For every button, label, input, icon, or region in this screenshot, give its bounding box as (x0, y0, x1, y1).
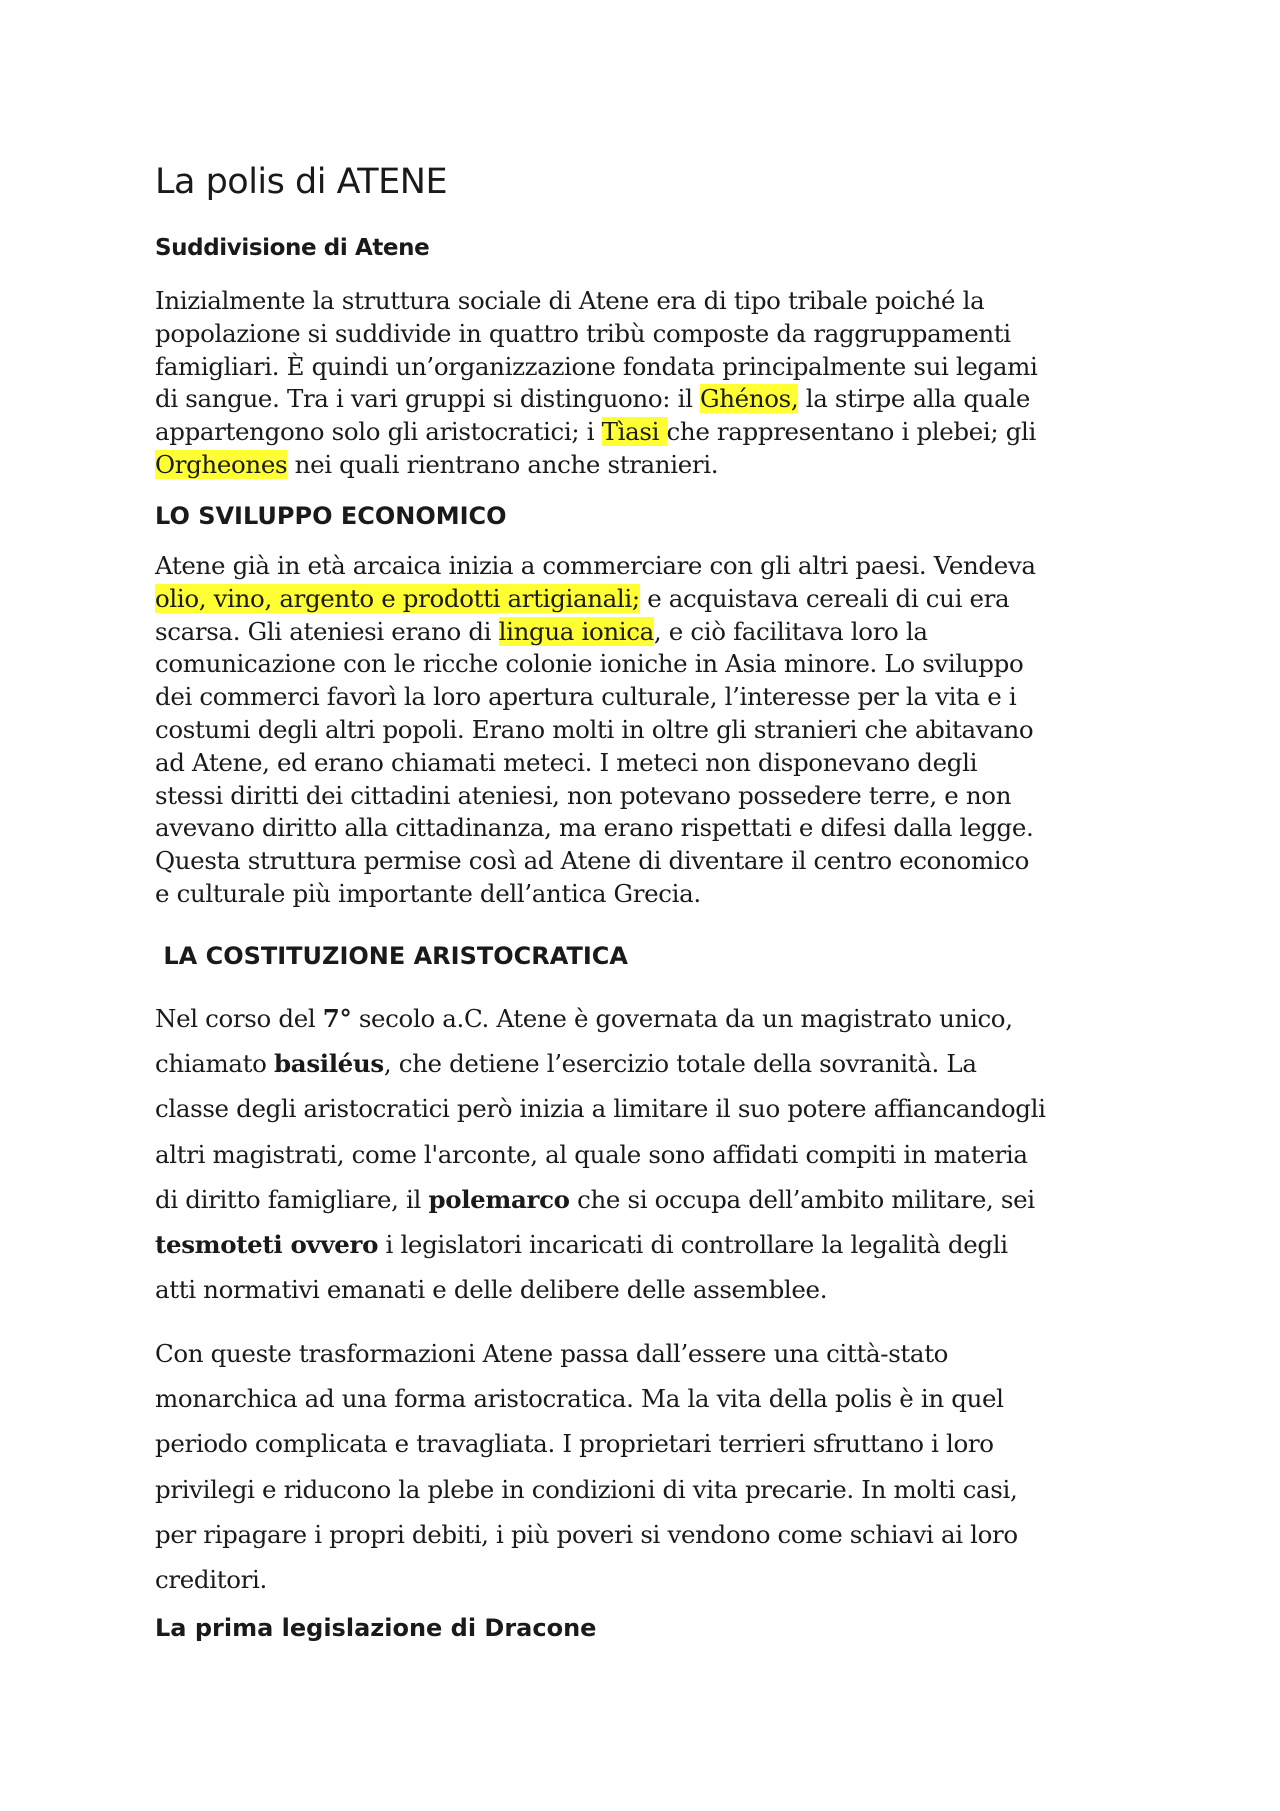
text-line: privilegi e riducono la plebe in condizioni di vita precarie. In molti casi, (155, 1474, 1018, 1504)
text-line: di diritto famigliare, il polemarco che si occupa dell’ambito militare, sei (155, 1184, 1035, 1214)
page-title: La polis di ATENE (155, 162, 448, 202)
text-line: stessi diritti dei cittadini ateniesi, non potevano possedere terre, e non (155, 780, 1012, 810)
text-line: creditori. (155, 1565, 267, 1595)
text-line: avevano diritto alla cittadinanza, ma erano rispettati e difesi dalla legge. (155, 813, 1034, 843)
text-line: tesmoteti ovvero i legislatori incaricati di controllare la legalità degli (155, 1230, 1008, 1260)
text-line: periodo complicata e travagliata. I proprietari terrieri sfruttano i loro (155, 1429, 994, 1459)
text-line: classe degli aristocratici però inizia a limitare il suo potere affiancandogli (155, 1094, 1046, 1124)
text-line: scarsa. Gli ateniesi erano di lingua ionica, e ciò facilitava loro la (155, 616, 928, 646)
text-line: ad Atene, ed erano chiamati meteci. I meteci non disponevano degli (155, 747, 978, 777)
text-line: di sangue. Tra i vari gruppi si distinguono: il Ghénos, la stirpe alla quale (155, 384, 1030, 414)
bold-term-polemarco: polemarco (428, 1184, 570, 1214)
text-line: olio, vino, argento e prodotti artigianali; e acquistava cereali di cui era (155, 583, 1010, 613)
text-line: comunicazione con le ricche colonie ioniche in Asia minore. Lo sviluppo (155, 649, 1024, 679)
text-line: Inizialmente la struttura sociale di Atene era di tipo tribale poiché la (155, 286, 985, 315)
highlighted-term-orgheones: Orgheones (155, 449, 288, 479)
text-line: Con queste trasformazioni Atene passa dall’essere una città-stato (155, 1339, 949, 1368)
text-line: monarchica ad una forma aristocratica. Ma la vita della polis è in quel (155, 1384, 1004, 1414)
section-heading-costituzione: LA COSTITUZIONE ARISTOCRATICA (155, 942, 628, 970)
text-line: chiamato basiléus, che detiene l’esercizio totale della sovranità. La (155, 1049, 977, 1079)
text-line: per ripagare i propri debiti, i più poveri si vendono come schiavi ai loro (155, 1519, 1018, 1549)
section-heading-suddivisione: Suddivisione di Atene (155, 235, 430, 261)
text-line: costumi degli altri popoli. Erano molti in oltre gli stranieri che abitavano (155, 714, 1034, 744)
text-line: appartengono solo gli aristocratici; i Tìasi che rappresentano i plebei; gli (155, 417, 1037, 447)
paragraph-sviluppo (155, 550, 1140, 911)
highlighted-term-tiasi: Tìasi (601, 417, 667, 447)
text-line: Orgheones nei quali rientrano anche stranieri. (155, 449, 719, 479)
section-heading-sviluppo: LO SVILUPPO ECONOMICO (155, 502, 507, 530)
text-line: Nel corso del 7° secolo a.C. Atene è governata da un magistrato unico, (155, 1004, 1013, 1033)
highlighted-term-ghenos: Ghénos, (700, 384, 799, 414)
bold-term-basileus: basiléus (274, 1049, 384, 1079)
bold-term-7: 7° (322, 1004, 352, 1033)
text-line: famigliari. È quindi un’organizzazione fondata principalmente sui legami (155, 351, 1038, 381)
section-heading-dracone: La prima legislazione di Dracone (155, 1614, 597, 1642)
highlighted-goods: olio, vino, argento e prodotti artigianali; (155, 583, 640, 613)
text-line: altri magistrati, come l'arconte, al quale sono affidati compiti in materia (155, 1139, 1028, 1169)
paragraph-costituzione-1 (155, 996, 1140, 1312)
text-line: atti normativi emanati e delle delibere delle assemblee. (155, 1275, 828, 1305)
bold-term-tesmoteti: tesmoteti ovvero (155, 1230, 379, 1260)
text-line: popolazione si suddivide in quattro tribù composte da raggruppamenti (155, 318, 1011, 348)
text-line: e culturale più importante dell’antica Grecia. (155, 878, 701, 908)
paragraph-costituzione-2 (155, 1331, 1140, 1602)
text-line: Questa struttura permise così ad Atene di diventare il centro economico (155, 846, 1030, 876)
text-line: dei commerci favorì la loro apertura culturale, l’interesse per la vita e i (155, 682, 1017, 712)
text-line: Atene già in età arcaica inizia a commerciare con gli altri paesi. Vendeva (155, 551, 1036, 580)
highlighted-lingua-ionica: lingua ionica (498, 616, 654, 646)
paragraph-suddivisione (155, 285, 1140, 482)
